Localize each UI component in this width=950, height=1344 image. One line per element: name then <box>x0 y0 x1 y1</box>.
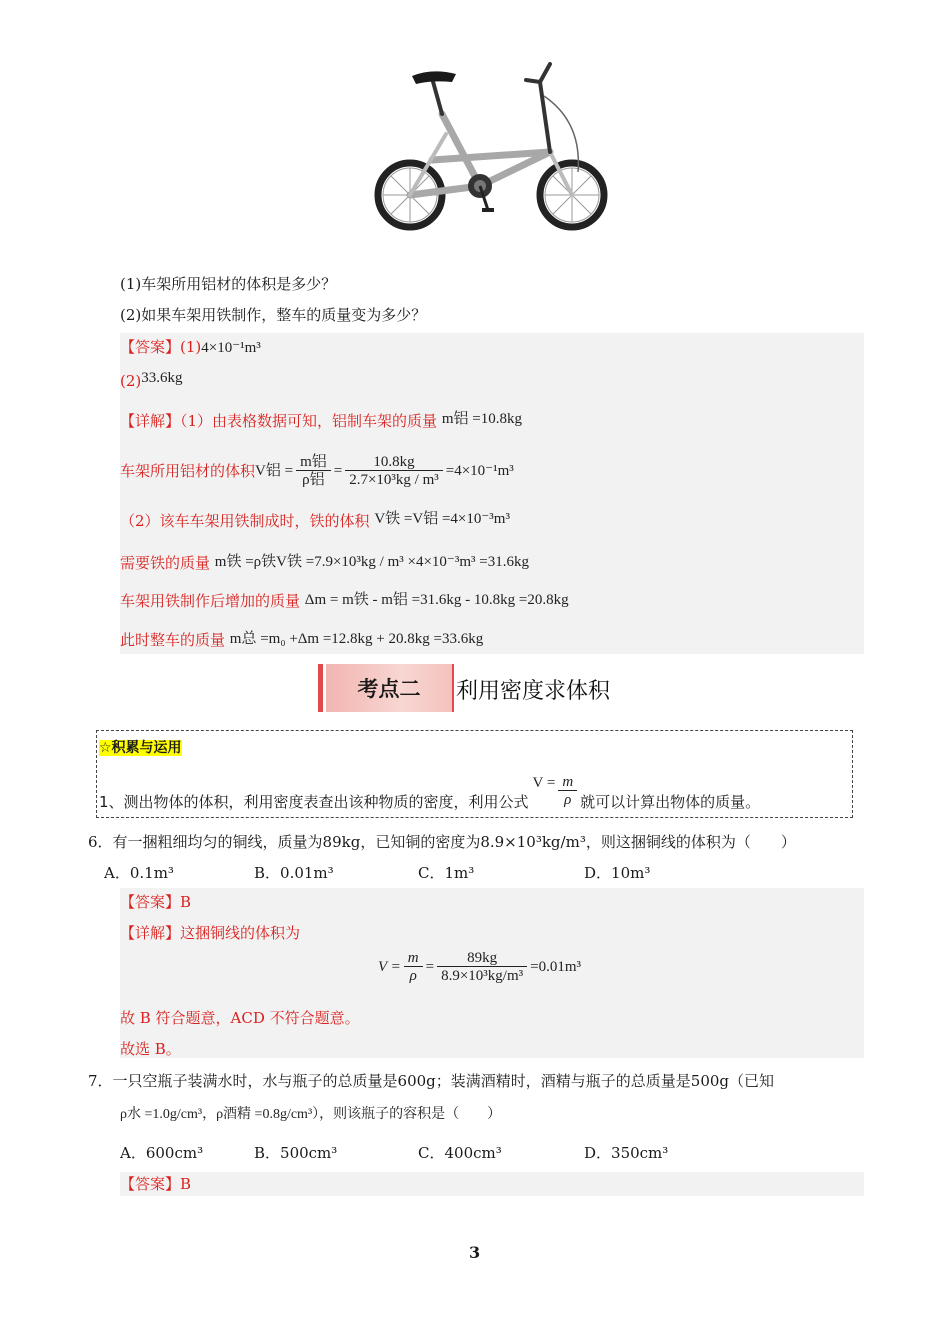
q5-sub2: (2)如果车架用铁制作，整车的质量变为多少？ <box>120 306 427 324</box>
q5-detail4 <box>120 553 529 574</box>
tip-heading <box>99 737 182 757</box>
q6-conclusion1: 故 B 符合题意，ACD 不符合题意。 <box>120 1009 360 1027</box>
tip-formula-lhs: V = <box>532 774 556 791</box>
detail2-text: 车架所用铝材的体积 <box>120 462 256 480</box>
tip-text-before: 1、测出物体的体积，利用密度表查出该种物质的密度，利用公式 <box>99 792 529 811</box>
detail3-text: （2）该车车架用铁制成时，铁的体积 <box>120 512 370 530</box>
detail2-frac2 <box>345 454 443 489</box>
answer1-value: 4×10⁻¹m³ <box>201 340 261 356</box>
page-number: 3 <box>469 1243 481 1262</box>
q6-answer-box <box>120 888 864 1058</box>
answer2-prefix: (2) <box>120 372 142 390</box>
q7-answer: 【答案】B <box>120 1175 192 1193</box>
q6-answer: 【答案】B <box>120 893 192 911</box>
section-badge-bar <box>318 664 323 712</box>
tip-formula-frac <box>558 774 577 809</box>
equals-sign: = <box>425 959 435 975</box>
q5-answer2-line <box>120 371 183 392</box>
q7-choice-d: D．350cm³ <box>584 1144 669 1162</box>
detail4-math: m铁 =ρ铁V铁 =7.9×10³kg / m³ ×4×10⁻³m³ =31.6kg <box>214 554 529 570</box>
detail1-math: m铝 =10.8kg <box>441 411 522 427</box>
detail6-math: m总 =m₀ +Δm =12.8kg + 20.8kg =33.6kg <box>229 631 484 647</box>
tip-text-line <box>99 767 760 811</box>
q7-stem: 7．一只空瓶子装满水时，水与瓶子的总质量是600g；装满酒精时，酒精与瓶子的总质量是500g（已知 <box>88 1072 775 1090</box>
tip-formula-num: m <box>558 774 577 791</box>
detail2-frac1-num: m铝 <box>296 454 331 471</box>
equals-sign: = <box>333 463 343 479</box>
q6-frac1 <box>404 950 423 985</box>
q6-result: =0.01m³ <box>530 959 581 975</box>
q6-detail-intro: 【详解】这捆铜线的体积为 <box>120 924 301 942</box>
detail2-frac2-num: 10.8kg <box>345 454 443 471</box>
q5-detail1 <box>120 411 522 432</box>
q5-detail5 <box>120 591 569 612</box>
tip-box <box>96 730 853 818</box>
q5-sub1: (1)车架所用铝材的体积是多少？ <box>120 275 337 293</box>
q6-choice-c: C．1m³ <box>418 864 475 882</box>
answer1-prefix: (1) <box>180 338 202 356</box>
q5-answer-line <box>120 337 261 358</box>
detail2-frac1-den: ρ铝 <box>302 471 325 488</box>
q7-choice-c: C．400cm³ <box>418 1144 502 1162</box>
q6-frac2-num: 89kg <box>437 950 527 967</box>
detail5-text: 车架用铁制作后增加的质量 <box>120 592 301 610</box>
q6-frac1-den: ρ <box>409 968 417 984</box>
q6-formula <box>378 950 581 985</box>
q7-choice-b: B．500cm³ <box>254 1144 338 1162</box>
q5-answer-box <box>120 333 864 654</box>
q6-stem: 6．有一捆粗细均匀的铜线，质量为89kg，已知铜的密度为8.9×10³kg/m³，则这捆铜线的体积为（ ） <box>88 833 796 851</box>
detail1-text: （1）由表格数据可知，铝制车架的质量 <box>180 412 438 430</box>
q7-given: ρ水 =1.0g/cm³，ρ酒精 =0.8g/cm³），则该瓶子的容积是（ ） <box>120 1107 502 1122</box>
q7-answer-box <box>120 1172 864 1196</box>
detail4-text: 需要铁的质量 <box>120 554 211 572</box>
q6-choice-a: A．0.1m³ <box>104 864 174 882</box>
section-title: 利用密度求体积 <box>456 679 611 704</box>
q5-detail3 <box>120 511 510 532</box>
q5-detail2 <box>120 451 514 491</box>
answer2-value: 33.6kg <box>141 370 183 386</box>
bicycle-image <box>372 62 612 242</box>
section-badge <box>326 664 454 712</box>
detail5-math: Δm = m铁 - m铝 =31.6kg - 10.8kg =20.8kg <box>304 592 569 608</box>
detail-tag: 【详解】 <box>120 412 181 430</box>
q6-frac2-den: 8.9×10³kg/m³ <box>441 968 524 984</box>
section-header <box>318 664 638 712</box>
answer-tag: 【答案】 <box>120 338 181 356</box>
q6-frac2 <box>437 950 527 985</box>
q6-frac1-num: m <box>404 950 423 967</box>
section-badge-text: 考点二 <box>357 677 421 701</box>
detail6-text: 此时整车的质量 <box>120 631 226 649</box>
q6-formula-lhs: V = <box>378 959 401 975</box>
detail3-math: V铁 =V铝 =4×10⁻³m³ <box>374 511 510 527</box>
q5-detail6 <box>120 630 483 651</box>
q6-choice-d: D．10m³ <box>584 864 651 882</box>
q7-choice-a: A．600cm³ <box>120 1144 204 1162</box>
detail2-result: =4×10⁻¹m³ <box>445 463 514 479</box>
tip-formula-den: ρ <box>564 791 572 808</box>
detail2-lhs: V铝 = <box>255 463 294 479</box>
q6-conclusion2: 故选 B。 <box>120 1040 181 1058</box>
tip-heading-text: ☆积累与运用 <box>99 740 182 756</box>
detail2-frac2-den: 2.7×10³kg / m³ <box>349 471 439 488</box>
detail2-frac1 <box>296 454 331 489</box>
tip-text-after: 就可以计算出物体的质量。 <box>580 792 761 811</box>
q6-choice-b: B．0.01m³ <box>254 864 334 882</box>
